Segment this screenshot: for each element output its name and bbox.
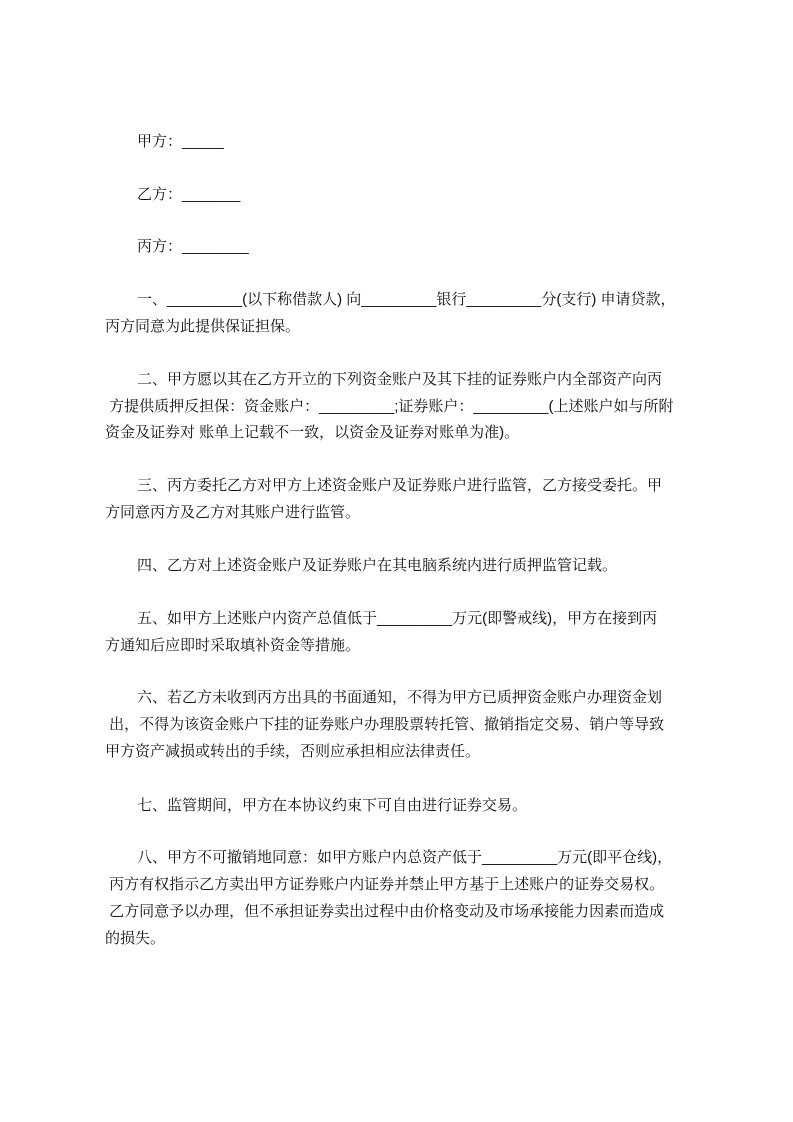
clause-6-line: 出，不得为该资金账户下挂的证券账户办理股票转托管、撤销指定交易、销户等导致: [105, 716, 665, 733]
clause-5-line: 五、如甲方上述账户内资产总值低于_________万元(即警戒线)，甲方在接到丙: [137, 610, 658, 627]
clause-2-line: 二、甲方愿以其在乙方开立的下列资金账户及其下挂的证券账户内全部资产向丙: [137, 371, 663, 388]
clause-4-line: 四、乙方对上述资金账户及证券账户在其电脑系统内进行质押监管记载。: [137, 557, 618, 574]
clause-8-line: 丙方有权指示乙方卖出甲方证券账户内证券并禁止甲方基于上述账户的证券交易权。: [105, 876, 665, 893]
clause-3-line: 三、丙方委托乙方对甲方上述资金账户及证券账户进行监管，乙方接受委托。甲: [137, 477, 663, 494]
clause-8-line: 乙方同意予以办理，但不承担证券卖出过程中由价格变动及市场承接能力因素而造成: [105, 903, 665, 920]
party-c-line: 丙方：________: [137, 238, 249, 255]
clause-6-line: 六、若乙方未收到丙方出具的书面通知，不得为甲方已质押资金账户办理资金划: [137, 689, 663, 706]
clause-6-line: 甲方资产减损或转出的手续，否则应承担相应法律责任。: [105, 743, 481, 760]
party-b-line: 乙方：_______: [137, 186, 241, 203]
clause-2-line: 方提供质押反担保：资金账户：_________;证券账户：_________(上述账户如与所附: [105, 398, 674, 415]
party-a-line: 甲方：_____: [137, 133, 224, 150]
clause-5-line: 方通知后应即时采取填补资金等措施。: [105, 637, 361, 654]
clause-2-line: 资金及证券对 账单上记载不一致，以资金及证券对账单为准)。: [105, 424, 520, 441]
clause-3-line: 方同意丙方及乙方对其账户进行监管。: [105, 504, 361, 521]
clause-7-line: 七、监管期间，甲方在本协议约束下可自由进行证券交易。: [137, 797, 528, 814]
clause-8-line: 八、甲方不可撤销地同意：如甲方账户内总资产低于_________万元(即平仓线)，: [137, 849, 673, 866]
clause-8-line: 的损失。: [105, 930, 166, 947]
clause-1-line: 一、_________(以下称借款人) 向_________银行_________分(支行) 申请贷款，: [137, 291, 676, 308]
clause-1-line: 丙方同意为此提供保证担保。: [105, 318, 301, 335]
